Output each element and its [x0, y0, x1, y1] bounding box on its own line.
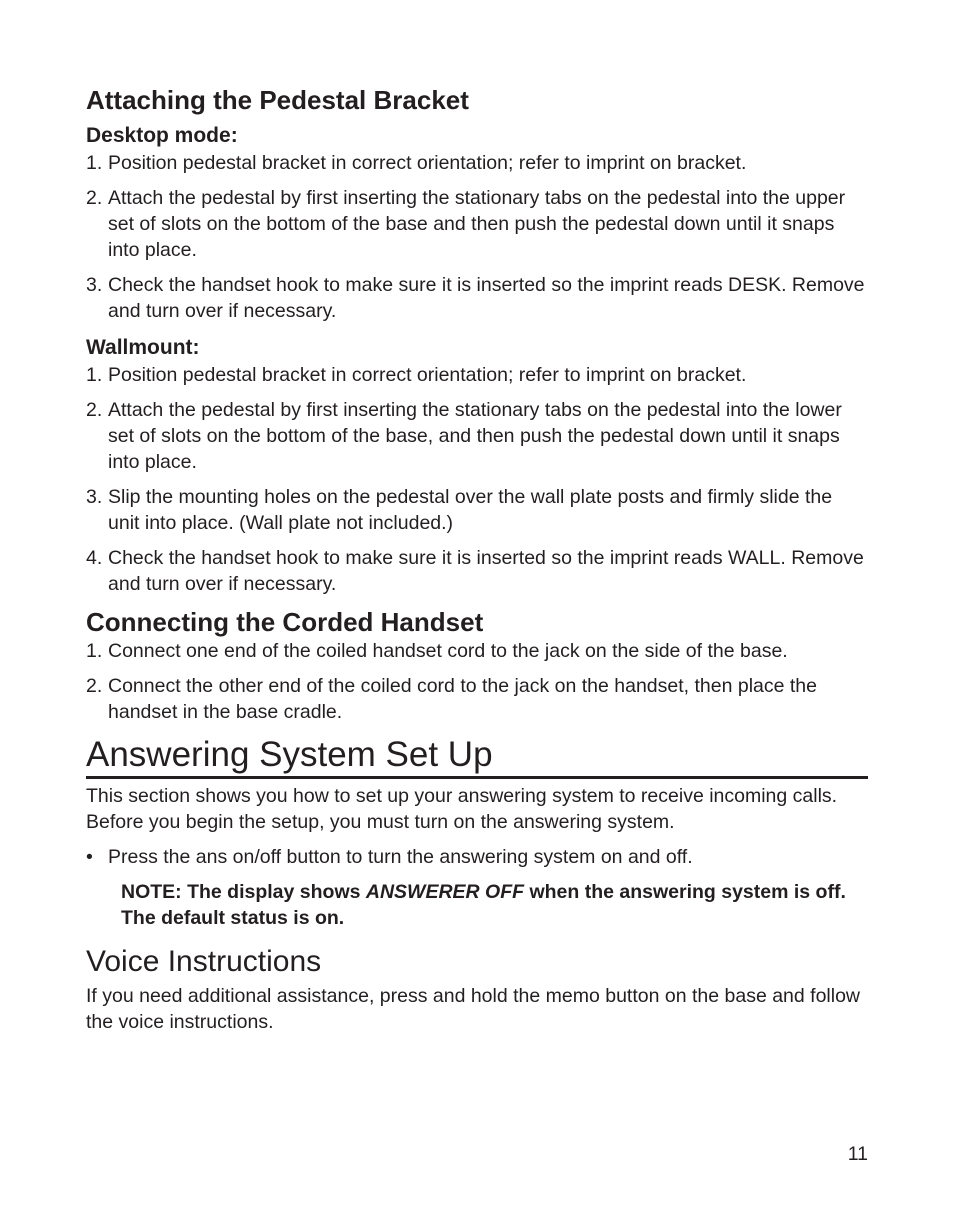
wallmount-step-4: 4. Check the handset hook to make sure it is inserted so the imprint reads WALL. Remove and turn over if necessary. [86, 547, 864, 595]
voice-instructions-title: Voice Instructions [86, 945, 322, 978]
desktop-step-1: 1. Position pedestal bracket in correct orientation; refer to imprint on bracket. [86, 152, 747, 174]
desktop-steps [86, 150, 868, 324]
answering-system-title: Answering System Set Up [86, 734, 868, 779]
corded-step-2: 2. Connect the other end of the coiled cord to the jack on the handset, then place the handset in the base cradle. [86, 675, 817, 723]
answering-bullet: • Press the ans on/off button to turn the answering system on and off. [86, 846, 693, 868]
voice-instructions-body: If you need additional assistance, press and hold the memo button on the base and follow the voice instructions. [86, 985, 861, 1033]
desktop-mode-heading: Desktop mode: [86, 124, 238, 147]
page-number: 11 [847, 1143, 868, 1165]
wallmount-step-3: 3. Slip the mounting holes on the pedestal over the wall plate posts and firmly slide the unit into place. (Wall plate not included.) [86, 486, 833, 534]
answering-note: NOTE: The display shows ANSWERER OFF when the answering system is off. The default status is on. [121, 881, 846, 929]
answering-intro: This section shows you how to set up your answering system to receive incoming calls. Before you begin the setup, you must turn on the answering system. [86, 785, 838, 833]
page-content [86, 84, 868, 1035]
note-emphasis: ANSWERER OFF [365, 881, 525, 903]
desktop-step-2: 2. Attach the pedestal by first inserting the stationary tabs on the pedestal into the upper set of slots on the bottom of the base and then push the pedestal down until it snaps into place. [86, 187, 846, 261]
bullet-dot: • [86, 846, 93, 868]
wallmount-steps [86, 362, 868, 597]
corded-handset-title: Connecting the Corded Handset [86, 607, 484, 637]
attaching-title: Attaching the Pedestal Bracket [86, 85, 469, 115]
wallmount-step-2: 2. Attach the pedestal by first inserting the stationary tabs on the pedestal into the lower set of slots on the bottom of the base, and then push the pedestal down until it snaps into place. [86, 399, 842, 473]
desktop-step-3: 3. Check the handset hook to make sure it is inserted so the imprint reads DESK. Remove and turn over if necessary. [86, 274, 865, 322]
wallmount-heading: Wallmount: [86, 336, 200, 359]
wallmount-step-1: 1. Position pedestal bracket in correct orientation; refer to imprint on bracket. [86, 364, 747, 386]
corded-step-1: 1. Connect one end of the coiled handset cord to the jack on the side of the base. [86, 640, 788, 662]
corded-steps [86, 638, 868, 725]
